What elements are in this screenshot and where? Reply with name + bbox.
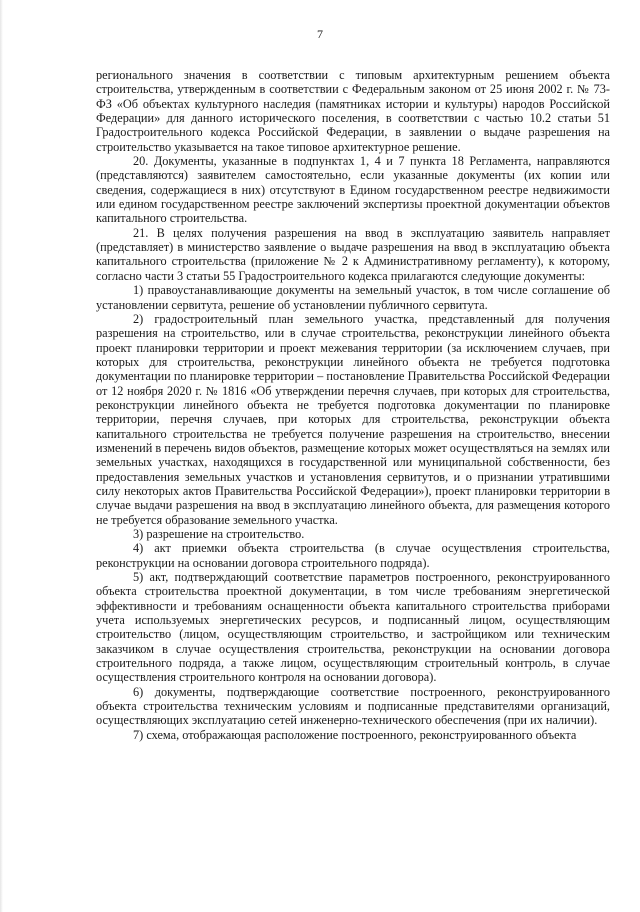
list-item-1: 1) правоустанавливающие документы на земельный участок, в том числе соглашение об установлении сервитута, решение об установлении публичного сервитута.	[96, 283, 610, 312]
list-item-7: 7) схема, отображающая расположение построенного, реконструированного объекта	[133, 727, 577, 742]
paragraph-clause-20: 20. Документы, указанные в подпунктах 1, 4 и 7 пункта 18 Регламента, направляются (представляются) заявителем самостоятельно, если указанные документы (их копии или сведения, содержащиеся в них) отсутствуют в Едином государственном реестре недвижимости или едином государственном реестре заключений экспертизы проектной документации объектов капитального строительства.	[96, 154, 610, 226]
list-item-3: 3) разрешение на строительство.	[133, 527, 305, 541]
list-item-6: 6) документы, подтверждающие соответствие построенного, реконструированного объекта строительства техническим условиям и подписанные представителями организаций, осуществляющих эксплуатацию сетей инженерно-технического обеспечения (при их наличии).	[96, 684, 610, 728]
paragraph-continuation: регионального значения в соответствии с типовым архитектурным решением объекта строительства, утвержденным в соответствии с Федеральным законом от 25 июня 2002 г. № 73-ФЗ «Об объектах культурного наследия (памятниках истории и культуры) народов Российской Федерации» для данного исторического поселения, в соответствии с частью 10.2 статьи 51 Градостроительного кодекса Российской Федерации, в заявлении о выдаче разрешения на строительство указывается на такое типовое архитектурное решение.	[96, 68, 610, 154]
paragraph-clause-21: 21. В целях получения разрешения на ввод в эксплуатацию заявитель направляет (представляет) в министерство заявление о выдаче разрешения на ввод в эксплуатацию объекта капитального строительства (приложение № 2 к Административному регламенту), к которому, согласно части 3 статьи 55 Градостроительного кодекса прилагаются следующие документы:	[96, 225, 610, 283]
list-item-5: 5) акт, подтверждающий соответствие параметров построенного, реконструированного объекта строительства проектной документации, в том числе требованиям энергетической эффективности и требованиям оснащенности объекта капитального строительства приборами учета используемых энергетических ресурсов, и подписанный лицом, осуществляющим строительство (лицом, осуществляющим строительство, и застройщиком или техническим заказчиком в случае осуществления строительства, реконструкции на основании договора строительного подряда, а также лицом, осуществляющим строительный контроль, в случае осуществления строительного контроля на основании договора).	[96, 570, 610, 685]
page-number: 7	[317, 27, 323, 41]
list-item-4: 4) акт приемки объекта строительства (в случае осуществления строительства, реконструкции на основании договора строительного подряда).	[96, 541, 610, 570]
list-item-2: 2) градостроительный план земельного участка, представленный для получения разрешения на строительство, или в случае строительства, реконструкции линейного объекта проект планировки территории и проект межевания территории (за исключением случаев, при которых для строительства, реконструкции линейного объекта не требуется подготовка документации по планировке территории – постановление Правительства Российской Федерации от 12 ноября 2020 г. № 1816 «Об утверждении перечня случаев, при которых для строительства, реконструкции линейного объекта не требуется подготовка документации по планировке территории, перечня случаев, при которых для строительства, реконструкции объекта капитального строительства не требуется получение разрешения на строительство, внесении изменений в перечень видов объектов, размещение которых может осуществляться на землях или земельных участках, находящихся в государственной или муниципальной собственности, без предоставления земельных участков и установления сервитутов, и о признании утратившими силу некоторых актов Правительства Российской Федерации»), проект планировки территории в случае выдачи разрешения на ввод в эксплуатацию линейного объекта, для размещения которого не требуется образование земельного участка.	[96, 311, 610, 527]
document-body	[96, 68, 610, 742]
scan-edge	[0, 0, 3, 912]
